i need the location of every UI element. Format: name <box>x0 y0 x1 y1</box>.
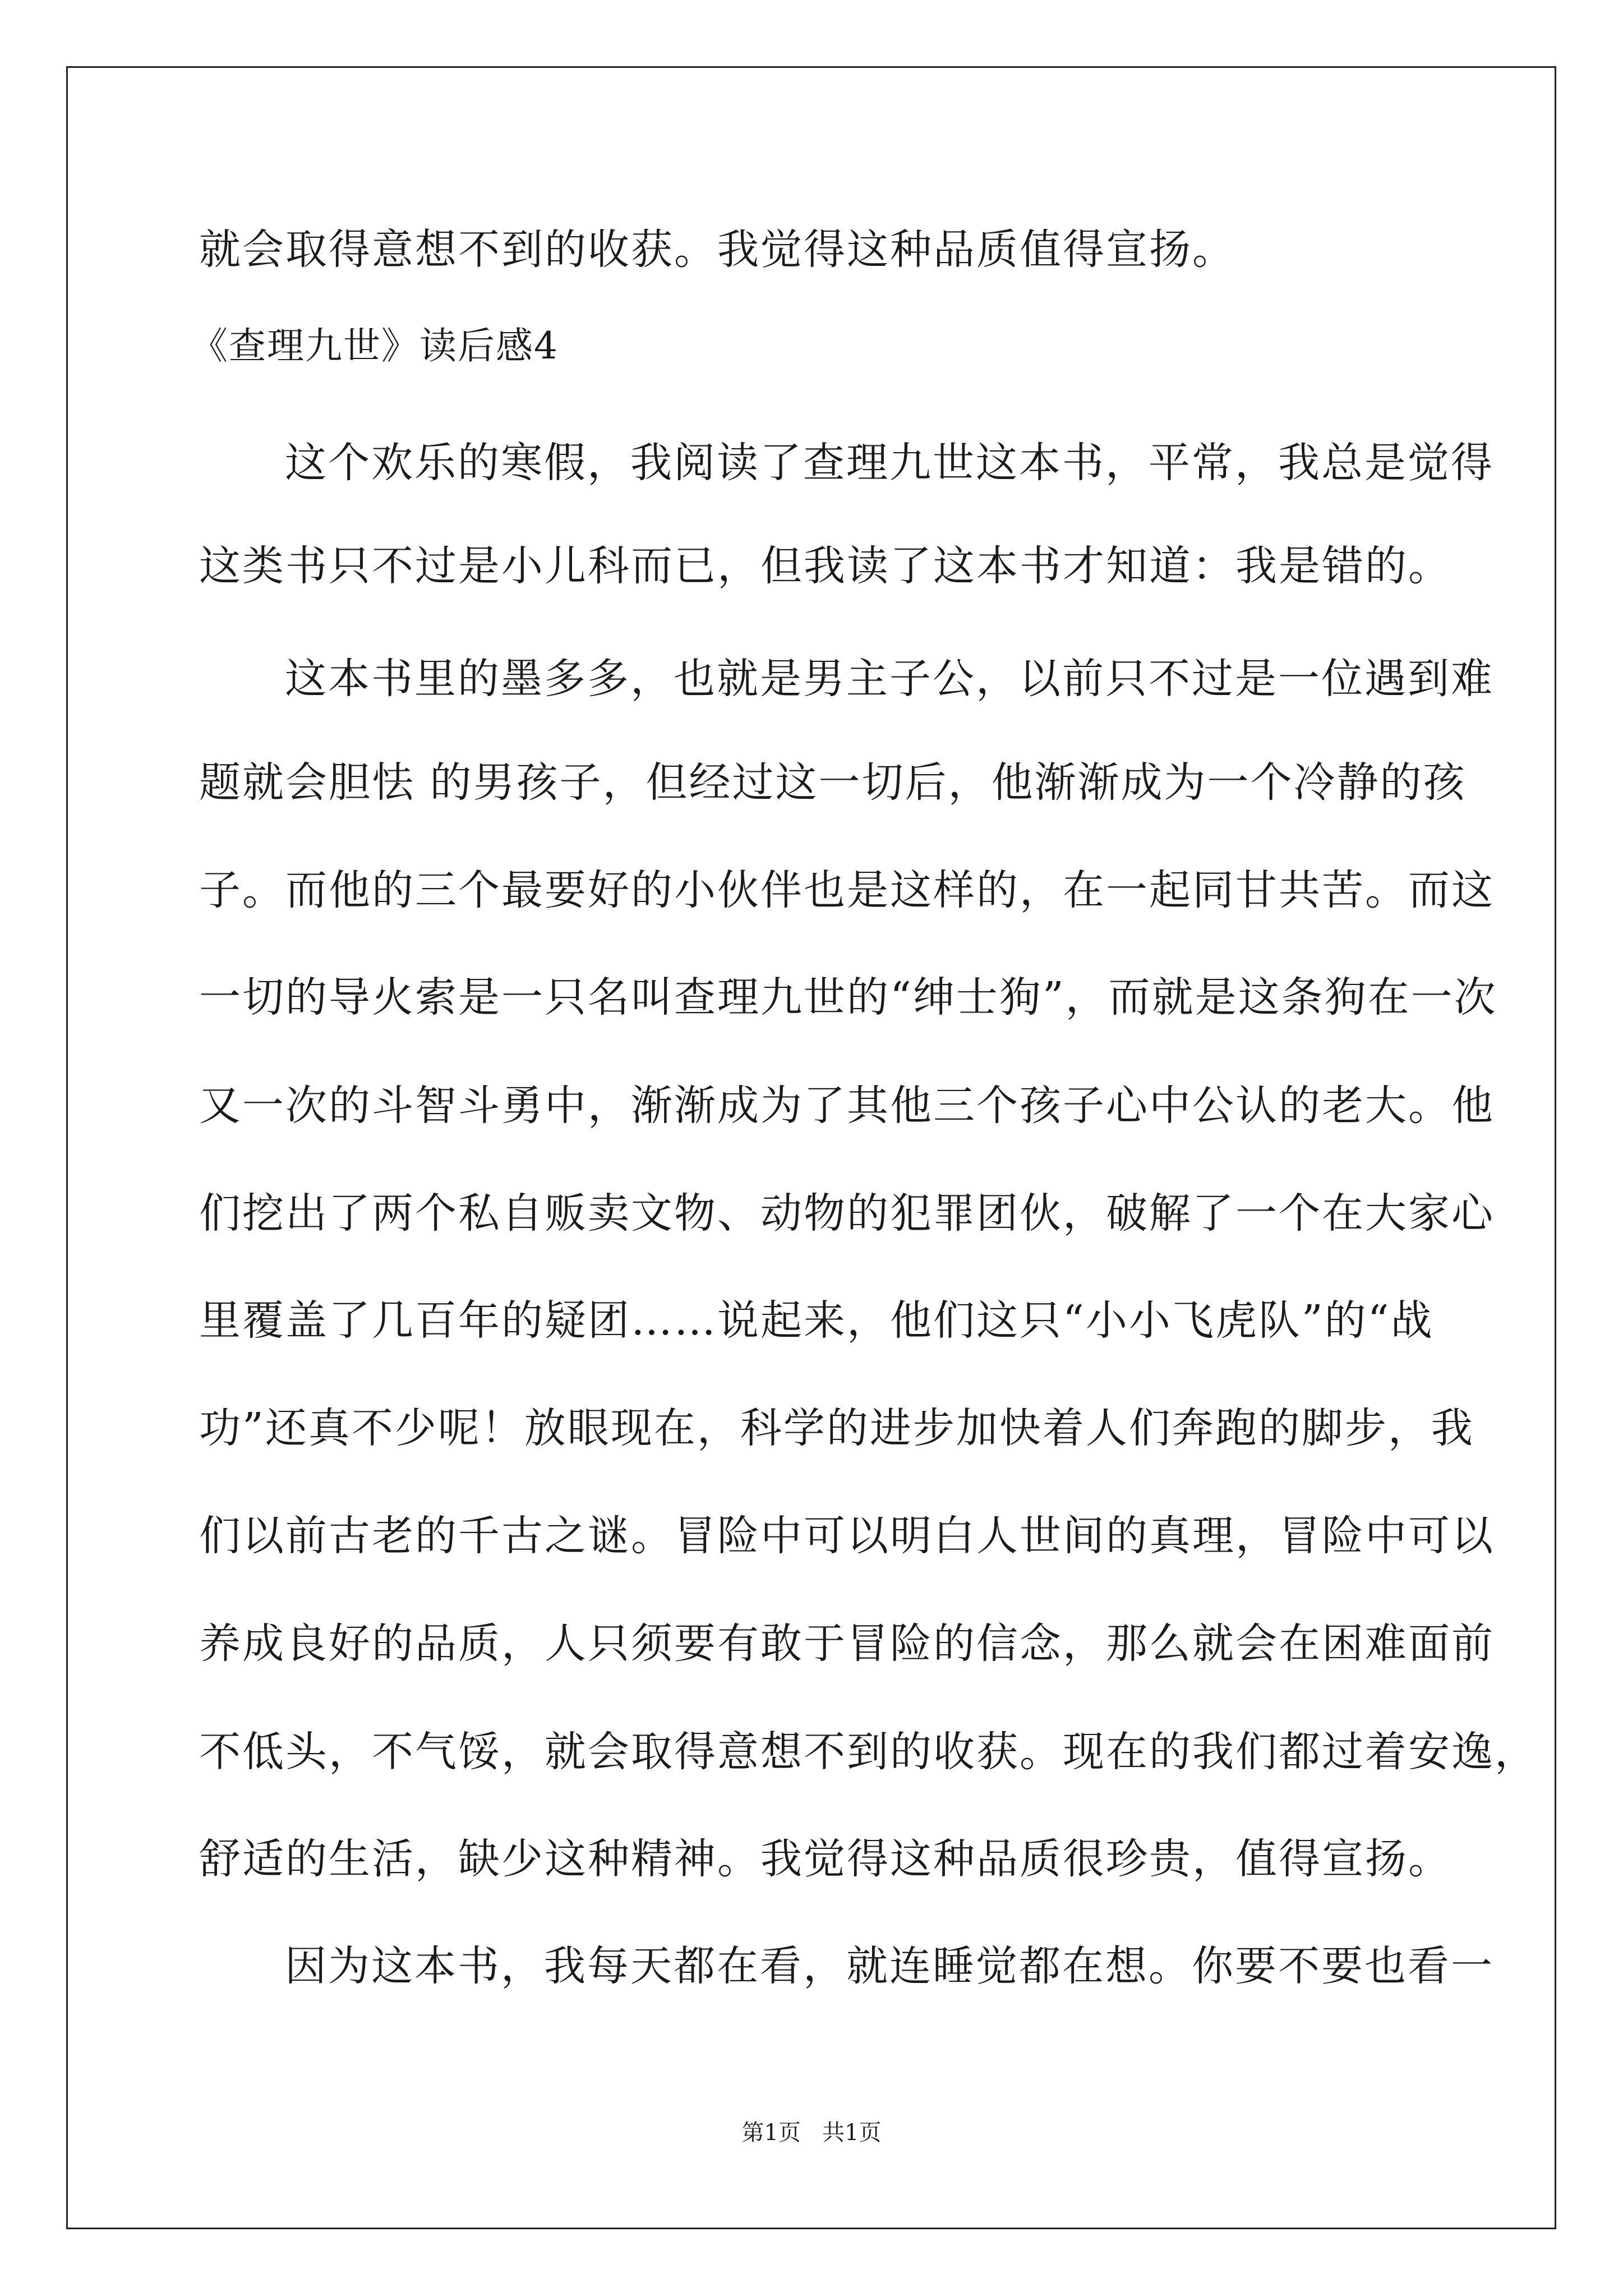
paragraph-line: 题就会胆怯 的男孩子，但经过这一切后，他渐渐成为一个冷静的孩 <box>199 758 1467 807</box>
paragraph-line: 舒适的生活，缺少这种精神。我觉得这种品质很珍贵，值得宣扬。 <box>199 1835 1451 1883</box>
page-border <box>66 66 1556 2229</box>
paragraph-line: 子。而他的三个最要好的小伙伴也是这样的，在一起同甘共苦。而这 <box>199 866 1495 914</box>
paragraph-line: 功”还真不少呢！放眼现在，科学的进步加快着人们奔跑的脚步，我 <box>199 1404 1474 1452</box>
paragraph-line: 这类书只不过是小儿科而已，但我读了这本书才知道：我是错的。 <box>199 542 1451 590</box>
page-footer: 第1页 共1页 <box>741 2120 882 2146</box>
paragraph-line: 们以前古老的千古之谜。冒险中可以明白人世间的真理，冒险中可以 <box>199 1512 1495 1560</box>
paragraph-line: 因为这本书，我每天都在看，就连睡觉都在想。你要不要也看一 <box>285 1942 1494 1990</box>
paragraph-line: 这本书里的墨多多，也就是男主子公，以前只不过是一位遇到难 <box>285 655 1494 703</box>
paragraph-line: 又一次的斗智斗勇中，渐渐成为了其他三个孩子心中公认的老大。他 <box>199 1082 1495 1130</box>
paragraph-line: 一切的导火索是一只名叫查理九世的“绅士狗”，而就是这条狗在一次 <box>199 973 1497 1022</box>
paragraph-line: 这个欢乐的寒假，我阅读了查理九世这本书，平常，我总是觉得 <box>285 439 1494 487</box>
paragraph-line: 里覆盖了几百年的疑团……说起来，他们这只“小小飞虎队”的“战 <box>199 1296 1434 1345</box>
section-heading: 《查理九世》读后感4 <box>191 324 559 367</box>
text-line: 就会取得意想不到的收获。我觉得这种品质值得宣扬。 <box>199 226 1235 274</box>
paragraph-line: 们挖出了两个私自贩卖文物、动物的犯罪团伙，破解了一个在大家心 <box>199 1189 1495 1237</box>
paragraph-line: 不低头，不气馁，就会取得意想不到的收获。现在的我们都过着安逸， <box>199 1728 1538 1776</box>
paragraph-line: 养成良好的品质，人只须要有敢于冒险的信念，那么就会在困难面前 <box>199 1619 1495 1668</box>
